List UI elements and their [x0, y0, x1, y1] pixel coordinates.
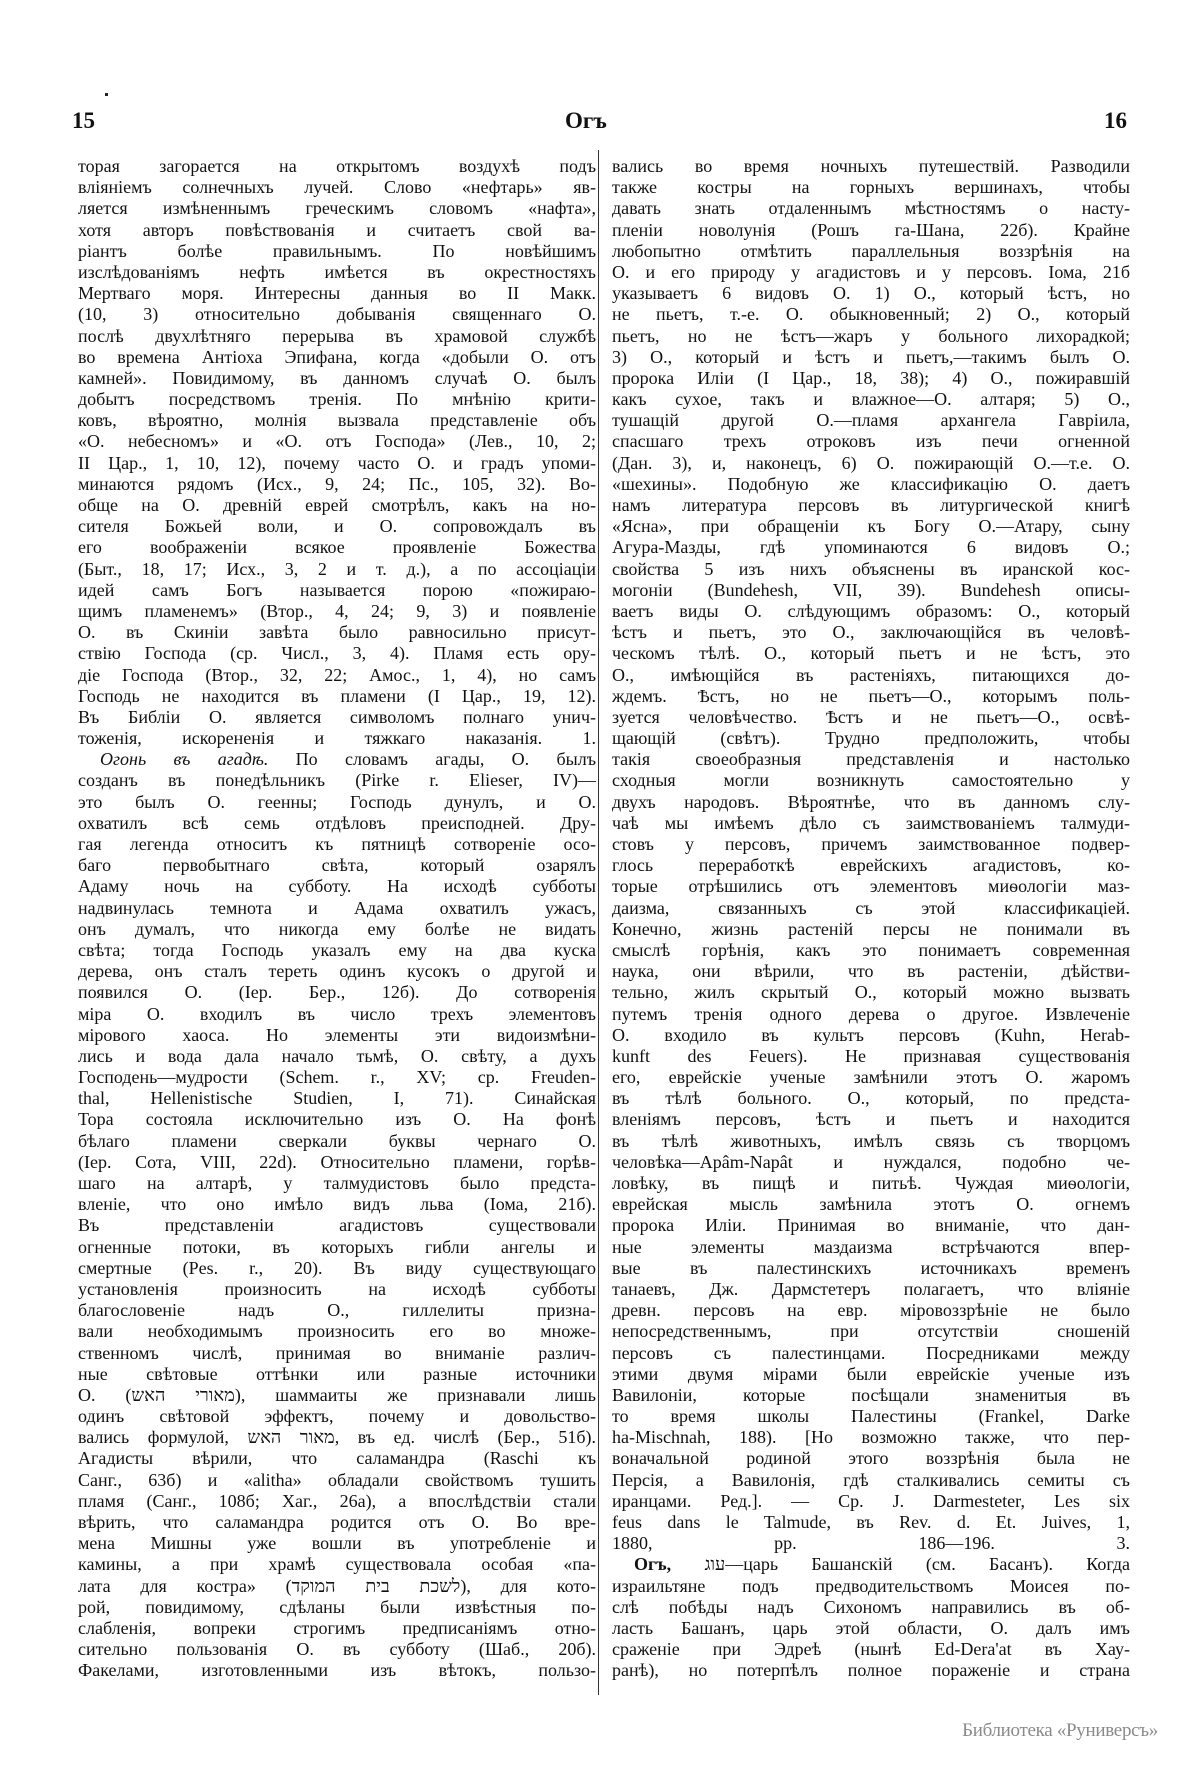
text-line: ствію Господа (ср. Числ., 3, 4). Пламя есть ору-	[78, 643, 596, 664]
text-line: лата для костра» (לשכת בית המוקד), для кото-	[78, 1575, 596, 1596]
text-line: наука, они вѣрили, что въ растеніи, дѣйстви-	[612, 961, 1130, 982]
text-line: ственномъ числѣ, принимая во вниманіе различ-	[78, 1342, 596, 1363]
library-watermark: Библиотека «Руниверсъ»	[962, 1720, 1158, 1741]
text-line: охватилъ всѣ семь отдѣловъ преисподней. Дру-	[78, 812, 596, 833]
text-line: человѣка—Apâm-Napât и нуждался, подобно че-	[612, 1151, 1130, 1172]
text-line: Въ Библіи О. является символомъ полнаго унич-	[78, 706, 596, 727]
text-line: ческомъ тѣлѣ. О., который пьетъ и не ѣстъ, это	[612, 643, 1130, 664]
text-line: танаевъ, Дж. Дармстетеръ полагаетъ, что вліяніе	[612, 1278, 1130, 1299]
text-line: то время школы Палестины (Frankel, Darke	[612, 1406, 1130, 1427]
text-line: О. входило въ культъ персовъ (Kuhn, Herab-	[612, 1024, 1130, 1045]
text-line: его, еврейскіе ученые замѣнили этотъ О. жаромъ	[612, 1067, 1130, 1088]
text-line: любопытно отмѣтить параллельныя воззрѣнія на	[612, 240, 1130, 261]
text-line: чаѣ мы имѣемъ дѣло съ заимствованіемъ талмуди-	[612, 812, 1130, 833]
text-line: установленія произносить на исходѣ субботы	[78, 1278, 596, 1299]
text-line: послѣ двухлѣтняго перерыва въ храмовой службѣ	[78, 325, 596, 346]
text-line: минаются рядомъ (Исх., 9, 24; Пс., 105, 32). Во-	[78, 473, 596, 494]
text-line: Тора состояла исключительно изъ О. На фонѣ	[78, 1109, 596, 1130]
text-line: ваетъ виды О. слѣдующимъ образомъ: О., который	[612, 600, 1130, 621]
text-line: это былъ О. геенны; Господь дунулъ, и О.	[78, 791, 596, 812]
text-line: баго первобытнаго свѣта, который озарялъ	[78, 855, 596, 876]
text-line: II Цар., 1, 10, 12), почему часто О. и градъ упоми-	[78, 452, 596, 473]
entry-headword: Огъ,	[634, 1554, 672, 1575]
text-line: щающій (свѣтъ). Трудно предположить, чтобы	[612, 728, 1130, 749]
text-line: О. (מאורי האש), шаммаиты же признавали лишь	[78, 1384, 596, 1405]
text-line: ные свѣтовые оттѣнки или разные источники	[78, 1363, 596, 1384]
text-line: пленіи новолунія (Рошъ га-Шана, 22б). Крайне	[612, 219, 1130, 240]
text-line: созданъ въ понедѣльникъ (Pirke r. Elieser, IV)—	[78, 770, 596, 791]
text-line: дерева, онъ сталъ тереть одинъ кусокъ о другой и	[78, 961, 596, 982]
text-line: пламя (Санг., 108б; Хаг., 26а), а впослѣдствіи стали	[78, 1490, 596, 1511]
text-line: Въ представленіи агадистовъ существовали	[78, 1215, 596, 1236]
text-line: смыслѣ горѣнія, какъ это понимаетъ современная	[612, 939, 1130, 960]
text-line: свойства 5 изъ нихъ объяснены въ иранской кос-	[612, 558, 1130, 579]
text-line: онъ думалъ, что никогда ему болѣе не видать	[78, 918, 596, 939]
text-line: мена Мишны уже вошли въ употребленіе и	[78, 1533, 596, 1554]
page-number-right: 16	[1104, 108, 1127, 133]
line-text: עוג—царь Башанскій (см. Басанъ). Когда	[671, 1554, 1131, 1575]
text-line: древн. персовъ на евр. міровоззрѣніе не было	[612, 1300, 1130, 1321]
text-line: двухъ народовъ. Вѣроятнѣе, что въ данномъ слу-	[612, 791, 1130, 812]
text-line: вали необходимымъ произносить его во множе-	[78, 1321, 596, 1342]
text-line: огненные потоки, въ которыхъ гибли ангелы и	[78, 1236, 596, 1257]
text-line: лись и вода дала начало тьмѣ, О. свѣту, а духъ	[78, 1045, 596, 1066]
text-line: Агура-Мазды, гдѣ упоминаются 6 видовъ О.;	[612, 537, 1130, 558]
text-line: указываетъ 6 видовъ О. 1) О., который ѣстъ, но	[612, 283, 1130, 304]
text-line: хотя авторъ повѣствованія и считаетъ свой ва-	[78, 219, 596, 240]
text-line: (Быт., 18, 17; Исх., 3, 2 и т. д.), а по ассоціаціи	[78, 558, 596, 579]
text-line: (Іер. Сота, VIII, 22d). Относительно пламени, горѣв-	[78, 1151, 596, 1172]
text-line: гая легенда относитъ къ пятницѣ сотвореніе осо-	[78, 834, 596, 854]
text-line: Санг., 63б) и «alitha» обладали свойствомъ тушить	[78, 1469, 596, 1490]
text-line: ждемъ. Ѣстъ, но не пьетъ—О., которымъ поль-	[612, 685, 1130, 706]
text-line: вые въ палестинскихъ источникахъ временъ	[612, 1257, 1130, 1278]
text-line: Господь не находится въ пламени (I Цар., 19, 12).	[78, 685, 596, 706]
text-line: также костры на горныхъ вершинахъ, чтобы	[612, 177, 1130, 198]
text-line: не пьетъ, т.-е. О. обыкновенный; 2) О., который	[612, 304, 1130, 325]
text-line: персовъ съ палестинцами. Посредниками между	[612, 1342, 1130, 1363]
right-column	[612, 156, 1130, 1682]
text-line: торая загорается на открытомъ воздухѣ подъ	[78, 156, 596, 176]
text-line: пророка Иліи. Принимая во вниманіе, что дан-	[612, 1215, 1130, 1236]
section-heading: Огонь въ агадѣ.	[100, 749, 269, 770]
text-line: щимъ пламенемъ» (Втор., 4, 24; 9, 3) и появленіе	[78, 600, 596, 621]
text-line: ляется измѣненнымъ греческимъ словомъ «нафта»,	[78, 198, 596, 219]
text-line: зуется человѣчество. Ѣстъ и не пьетъ—О., освѣ-	[612, 706, 1130, 727]
text-line: какъ сухое, такъ и влажное—О. алтаря; 5) О.,	[612, 389, 1130, 410]
text-line: kunft des Feuers). Не признавая существованія	[612, 1045, 1130, 1066]
text-line: сительно пользованія О. въ субботу (Шаб., 20б).	[78, 1639, 596, 1660]
text-line: его воображеніи всякое проявленіе Божества	[78, 537, 596, 558]
text-line: появился О. (Іер. Бер., 12б). До сотворенія	[78, 982, 596, 1003]
text-line: ные элементы маздаизма встрѣчаются впер-	[612, 1236, 1130, 1257]
text-line: вленіямъ персовъ, ѣстъ и пьетъ и находится	[612, 1109, 1130, 1130]
text-line: обще на О. древній еврей смотрѣлъ, какъ на но-	[78, 495, 596, 515]
text-line: О. въ Скиніи завѣта было равносильно присут-	[78, 622, 596, 643]
text-line	[612, 1554, 1130, 1575]
text-line: О., имѣющійся въ растеніяхъ, питающихся до-	[612, 664, 1130, 685]
text-line: тушащій другой О.—пламя архангела Гавріила,	[612, 410, 1130, 431]
text-line: въ тѣлѣ животныхъ, имѣлъ связь съ творцомъ	[612, 1130, 1130, 1151]
text-line: слѣ побѣды надъ Сихономъ направились въ об-	[612, 1596, 1130, 1617]
text-line: (10, 3) относительно добыванія священнаго О.	[78, 304, 596, 325]
text-line: ковъ, вѣроятно, молнія вызвала представленіе объ	[78, 410, 596, 431]
text-line: камней». Повидимому, въ данномъ случаѣ О. былъ	[78, 367, 596, 388]
print-speck	[105, 93, 108, 96]
text-line: Конечно, жизнь растеній персы не понимали въ	[612, 918, 1130, 939]
text-line: сходныя могли возникнуть самостоятельно у	[612, 770, 1130, 791]
text-line: Агадисты вѣрили, что саламандра (Raschi къ	[78, 1448, 596, 1469]
text-line: вленіе, что оно имѣло видъ льва (Іома, 21б).	[78, 1194, 596, 1215]
text-line: ласть Башанъ, царь этой области, О. далъ имъ	[612, 1617, 1130, 1638]
text-line: Мертваго моря. Интересны данныя во II Макк.	[78, 283, 596, 304]
text-line: еврейская мысль замѣнила этотъ О. огнемъ	[612, 1194, 1130, 1215]
text-line: стовъ у персовъ, причемъ заимствованное подвер-	[612, 834, 1130, 854]
text-line: идей самъ Богъ называется порою «пожираю-	[78, 579, 596, 600]
text-line: feus dans le Talmude, въ Rev. d. Et. Juives, 1,	[612, 1512, 1130, 1532]
text-line: одинъ свѣтовой эффектъ, почему и довольство-	[78, 1406, 596, 1427]
text-line: О. и его природу у агадистовъ и у персовъ. Іома, 21б	[612, 261, 1130, 282]
text-line: сраженіе при Эдреѣ (нынѣ Ed-Dera'at въ Хау-	[612, 1639, 1130, 1660]
text-line: непосредственнымъ, при отсутствіи сношеній	[612, 1321, 1130, 1342]
text-line: (Дан. 3), и, наконецъ, 6) О. пожирающій О.—т.е. О.	[612, 452, 1130, 473]
text-line: Персія, а Вавилонія, гдѣ сталкивались семиты съ	[612, 1469, 1130, 1490]
text-line: торые отрѣшились отъ элементовъ миѳологіи маз-	[612, 876, 1130, 897]
text-line: ha-Mischnah, 188). [Но возможно также, что пер-	[612, 1427, 1130, 1448]
text-line: тельно, жилъ скрытый О., который можно вызвать	[612, 982, 1130, 1003]
line-text: По словамъ агады, О. былъ	[268, 749, 597, 770]
text-line: діе Господа (Втор., 32, 22; Амос., 1, 4), но самъ	[78, 664, 596, 685]
text-line: ріантъ болѣе правильнымъ. По новѣйшимъ	[78, 240, 596, 261]
text-line: надвинулась темнота и Адама охватилъ ужасъ,	[78, 897, 596, 918]
text-line: добытъ посредствомъ тренія. По мнѣнію крити-	[78, 389, 596, 410]
text-line: вались во время ночныхъ путешествій. Разводили	[612, 156, 1130, 176]
text-line: ловѣку, въ пищѣ и питьѣ. Чуждая миѳологіи,	[612, 1173, 1130, 1193]
text-line	[78, 749, 596, 770]
text-line: Адаму ночь на субботу. На исходѣ субботы	[78, 876, 596, 897]
text-line: «шехины». Подобную же классификацію О. даетъ	[612, 473, 1130, 494]
text-line: вліяніемъ солнечныхъ лучей. Слово «нефтарь» яв-	[78, 177, 596, 198]
text-line: давать знать отдаленнымъ мѣстностямъ о насту-	[612, 198, 1130, 219]
running-head: Огъ	[565, 108, 607, 133]
text-line: израильтяне подъ предводительствомъ Моисея по-	[612, 1575, 1130, 1596]
text-line: Господень—мудрости (Schem. r., XV; ср. Freuden-	[78, 1067, 596, 1088]
text-line: сителя Божьей воли, и О. сопровождалъ въ	[78, 516, 596, 537]
column-divider	[598, 150, 599, 1695]
text-line: въ тѣлѣ больного. О., который, по предста-	[612, 1088, 1130, 1109]
text-line: мірового хаоса. Но элементы эти видоизмѣни-	[78, 1024, 596, 1045]
text-line: вѣрить, что саламандра родится отъ О. Во вре-	[78, 1512, 596, 1532]
text-line: міра О. входилъ въ число трехъ элементовъ	[78, 1003, 596, 1024]
text-line: смертные (Pes. r., 20). Въ виду существующаго	[78, 1257, 596, 1278]
text-line: спасшаго трехъ отроковъ изъ печи огненной	[612, 431, 1130, 452]
text-line: 1880, pp. 186—196. 3.	[612, 1533, 1130, 1554]
text-line: пьетъ, но не ѣстъ—жаръ у больного лихорадкой;	[612, 325, 1130, 346]
text-line: намъ литература персовъ въ литургической книгѣ	[612, 495, 1130, 515]
text-line: бѣлаго пламени сверкали буквы чернаго О.	[78, 1130, 596, 1151]
text-line: Факелами, изготовленными изъ вѣтокъ, пользо-	[78, 1660, 596, 1681]
text-line: этими двумя мірами были еврейскіе ученые изъ	[612, 1363, 1130, 1384]
text-line: пророка Иліи (I Цар., 18, 38); 4) О., пожиравшій	[612, 367, 1130, 388]
text-line: тоженія, искорененія и тяжкаго наказанія. 1.	[78, 728, 596, 749]
text-line: 3) О., который и ѣстъ и пьетъ,—такимъ былъ О.	[612, 346, 1130, 367]
text-line: Вавилоніи, которые посѣщали знаменитыя въ	[612, 1384, 1130, 1405]
text-line: ранѣ), но потерпѣлъ полное пораженіе и страна	[612, 1660, 1130, 1681]
text-line: ѣстъ и пьетъ, это О., заключающійся въ человѣ-	[612, 622, 1130, 643]
text-line: такія своеобразныя представленія и настолько	[612, 749, 1130, 770]
text-line: камины, а при храмѣ существовала особая «па-	[78, 1554, 596, 1575]
text-line: изслѣдованіямъ нефть имѣется въ окрестностяхъ	[78, 261, 596, 282]
text-line: вались формулой, מאור האש, въ ед. числѣ (Бер., 51б).	[78, 1427, 596, 1448]
page-number-left: 15	[72, 108, 95, 133]
text-line: «О. небесномъ» и «О. отъ Господа» (Лев., 10, 2;	[78, 431, 596, 452]
text-line: во времена Антіоха Эпифана, когда «добыли О. отъ	[78, 346, 596, 367]
text-line: путемъ тренія одного дерева о другое. Извлеченіе	[612, 1003, 1130, 1024]
text-line: рой, повидимому, сдѣланы были извѣстныя по-	[78, 1596, 596, 1617]
text-line: свѣта; тогда Господь указалъ ему на два куска	[78, 939, 596, 960]
text-line: иранцами. Ред.]. — Ср. J. Darmesteter, Les six	[612, 1490, 1130, 1511]
text-line: «Ясна», при обращеніи къ Богу О.—Атару, сыну	[612, 516, 1130, 537]
text-line: глось переработкѣ еврейскихъ агадистовъ, ко-	[612, 855, 1130, 876]
text-line: могоніи (Bundehesh, VII, 39). Bundehesh описы-	[612, 579, 1130, 600]
left-column	[78, 156, 596, 1682]
text-line: thal, Hellenistische Studien, I, 71). Синайская	[78, 1088, 596, 1109]
text-line: благословеніе надъ О., гиллелиты призна-	[78, 1300, 596, 1321]
text-line: воначальной родиной этого воззрѣнія была не	[612, 1448, 1130, 1469]
text-line: шаго на алтарѣ, у талмудистовъ было предста-	[78, 1173, 596, 1193]
text-line: даизма, связанныхъ съ этой классификаціей.	[612, 897, 1130, 918]
text-line: слабленія, вопреки строгимъ предписаніямъ отно-	[78, 1617, 596, 1638]
